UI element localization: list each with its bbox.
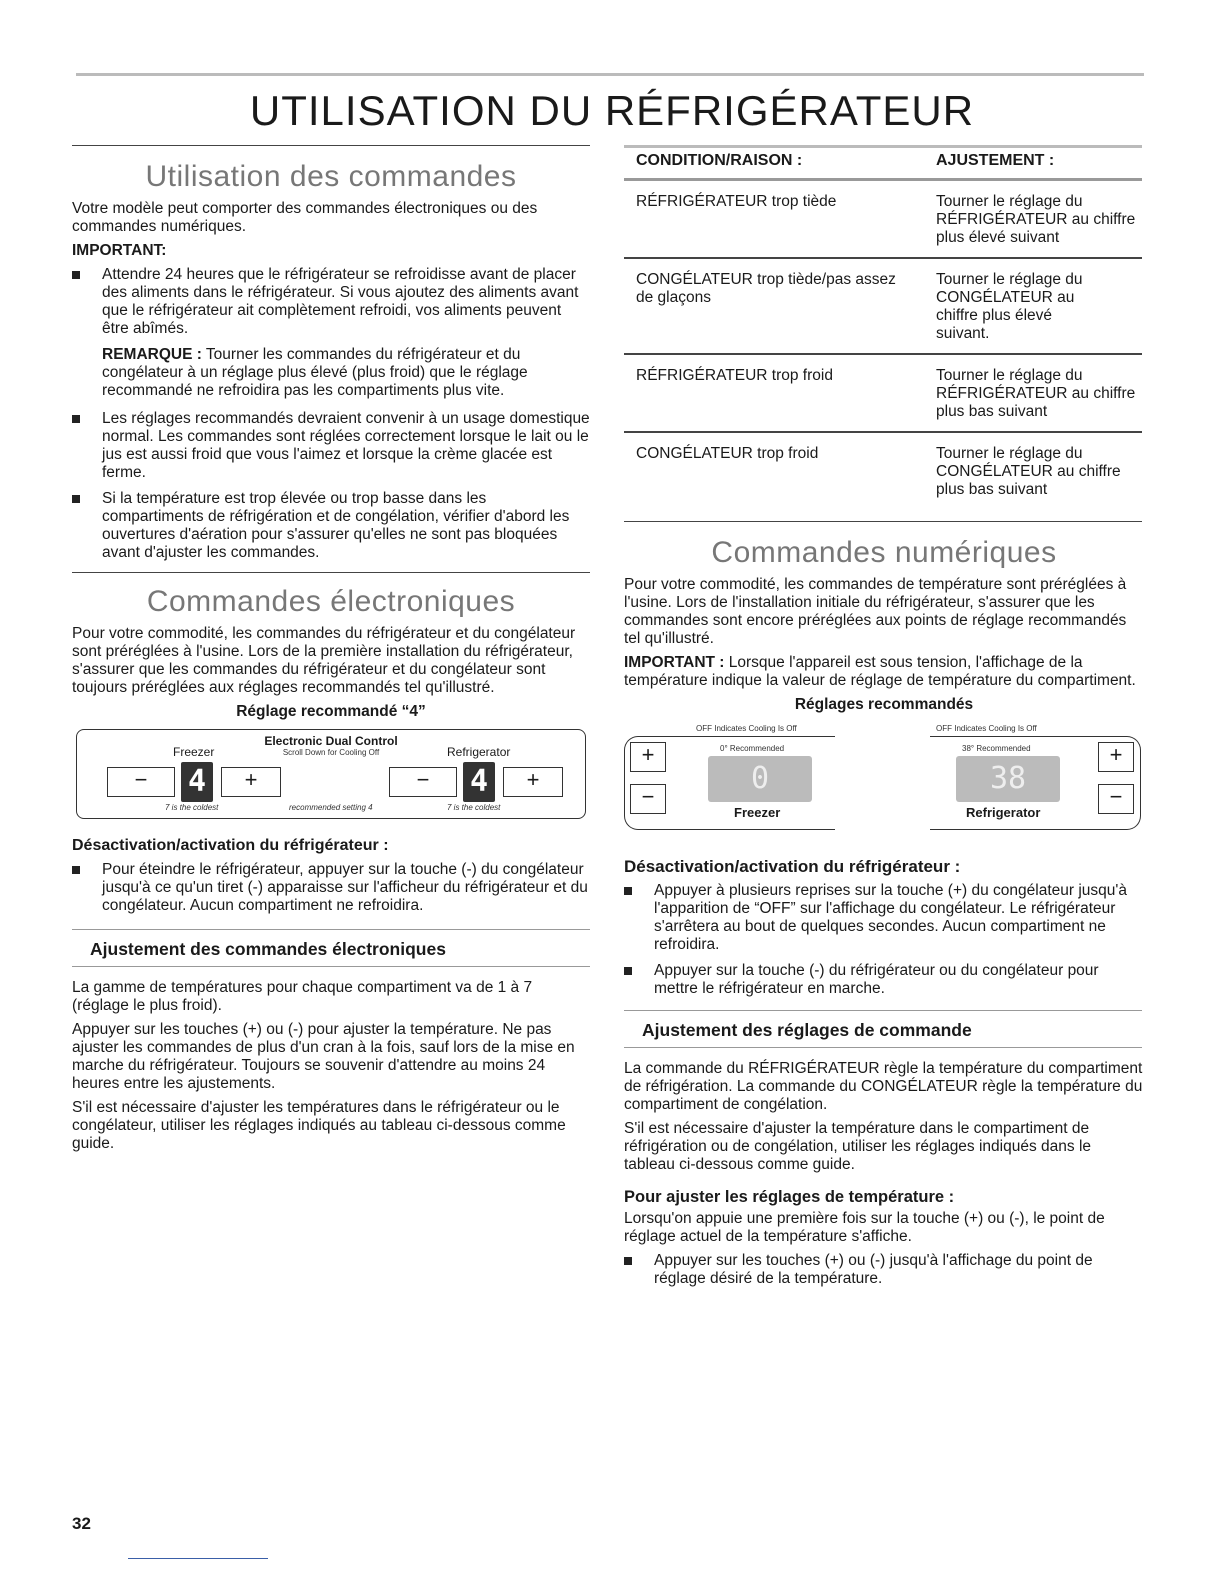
recommended-note: recommended setting 4 xyxy=(289,803,373,812)
usage-heading: Utilisation des commandes xyxy=(145,160,517,193)
digital-heading: Commandes numériques xyxy=(711,536,1057,569)
section-rule xyxy=(72,145,590,146)
deactivation-list xyxy=(624,882,1144,998)
refrigerator-label: Refrigerator xyxy=(447,745,511,759)
electronic-control-panel xyxy=(76,729,586,819)
right-column xyxy=(624,145,1144,1296)
freezer-minus-button[interactable]: − xyxy=(630,784,666,814)
table-row xyxy=(624,354,1142,432)
list-item: Attendre 24 heures que le réfrigérateur se refroidisse avant de placer des aliments dans le réfrigérateur. Si vous ajoutez des aliments avant que le réfrigérateur ait complètement refroidi, vos aliments peuvent être abîmés. xyxy=(72,266,590,338)
table-header-condition: CONDITION/RAISON : xyxy=(624,148,924,180)
fridge-digital-display: 38 xyxy=(956,756,1060,802)
temperature-list xyxy=(624,1252,1144,1288)
settings-list xyxy=(72,410,590,562)
adjust-text-2: Appuyer sur les touches (+) ou (-) pour ajuster la température. Ne pas ajuster les commandes de plus d'un cran à la fois, sauf lors de la mise en marche du réfrigérateur. Toujours se souvenir d'attendre au moins 24 heures entre les ajustements. xyxy=(72,1021,575,1092)
fridge-recommended: 38° Recommended xyxy=(962,744,1031,753)
adjust-text-2: S'il est nécessaire d'ajuster la température dans le compartiment de réfrigération ou de congélation, utiliser les réglages indiqués dans le tableau ci-dessous comme guide. xyxy=(624,1120,1092,1173)
section-rule xyxy=(72,929,590,930)
refrigerator-label: Refrigerator xyxy=(966,805,1041,820)
deactivation-heading: Désactivation/activation du réfrigérateur : xyxy=(72,837,389,854)
table-header-adjust: AJUSTEMENT : xyxy=(924,148,1142,180)
section-rule xyxy=(72,966,590,967)
table-cell: Tourner le réglage du CONGÉLATEUR au chiffre plus bas suivant xyxy=(936,445,1121,498)
freezer-digital-display: 0 xyxy=(708,756,812,802)
fridge-plus-button[interactable]: + xyxy=(503,767,563,797)
remarque-text: Tourner les commandes du réfrigérateur et du congélateur à un réglage plus élevé (plus froid) que le réglage recommandé ne refroidira pas les compartiments plus vite. xyxy=(102,346,528,399)
digital-important xyxy=(624,654,1144,690)
table-cell: Tourner le réglage du RÉFRIGÉRATEUR au chiffre plus bas suivant xyxy=(924,354,1142,432)
freezer-label: Freezer xyxy=(734,805,781,820)
top-rule xyxy=(76,73,1144,76)
adjust-text-3: S'il est nécessaire d'ajuster les températures dans le réfrigérateur ou le congélateur, utiliser les réglages indiqués au tableau ci-dessous comme guide. xyxy=(72,1099,566,1152)
fridge-note: 7 is the coldest xyxy=(447,803,501,812)
list-item: Appuyer sur la touche (-) du réfrigérateur ou du congélateur pour mettre le réfrigérateur en marche. xyxy=(624,962,1144,998)
table-cell: RÉFRIGÉRATEUR trop tiède xyxy=(624,180,924,259)
section-rule xyxy=(72,572,590,573)
list-item: Pour éteindre le réfrigérateur, appuyer sur la touche (-) du congélateur jusqu'à ce qu'un tiret (-) apparaisse sur l'afficheur du réfrigérateur et du congélateur. Aucun compartiment ne refroidira. xyxy=(72,861,590,915)
table-cell: CONGÉLATEUR trop tiède/pas assez de glaçons xyxy=(624,258,924,354)
list-item: Appuyer sur les touches (+) ou (-) jusqu'à l'affichage du point de réglage désiré de la température. xyxy=(624,1252,1144,1288)
fridge-plus-button[interactable]: + xyxy=(1098,742,1134,772)
freezer-display: 4 xyxy=(181,762,213,802)
digital-text: Pour votre commodité, les commandes de température sont préréglées à l'usine. Lors de l'installation initiale du réfrigérateur, s'assurer que les commandes sont encore préréglées aux points de réglage recommandés tel qu'illustré. xyxy=(624,576,1127,647)
table-cell: CONGÉLATEUR trop froid xyxy=(636,445,819,462)
adjust-text-1: La gamme de températures pour chaque compartiment va de 1 à 7 (réglage le plus froid). xyxy=(72,979,533,1014)
list-item: Les réglages recommandés devraient convenir à un usage domestique normal. Les commandes sont réglées correctement lorsque le lait ou le jus est aussi froid que vous l'aimez et lorsque la crème glacée est ferme. xyxy=(72,410,590,482)
temperature-text: Lorsqu'on appuie une première fois sur la touche (+) ou (-), le point de réglage actuel de la température s'affiche. xyxy=(624,1210,1105,1245)
table-row xyxy=(624,432,1142,521)
table-row xyxy=(624,258,1142,354)
adjust-heading: Ajustement des réglages de commande xyxy=(642,1020,972,1040)
panel-title: Electronic Dual Control xyxy=(264,734,398,748)
section-rule xyxy=(624,521,1142,522)
important-label: IMPORTANT: xyxy=(72,242,167,259)
table-row xyxy=(624,180,1142,259)
important-list xyxy=(72,266,590,338)
list-item: Appuyer à plusieurs reprises sur la touche (+) du congélateur jusqu'à l'apparition de “OFF” sur l'affichage du congélateur. Le réfrigérateur s'arrêtera au bout de quelques secondes. Aucun compartiment ne refroidira. xyxy=(624,882,1144,954)
electronic-heading: Commandes électroniques xyxy=(146,585,516,618)
remarque-label: REMARQUE : xyxy=(102,346,202,363)
deactivation-list xyxy=(72,861,590,915)
table-cell: RÉFRIGÉRATEUR trop froid xyxy=(624,354,924,432)
adjustment-table xyxy=(624,148,1142,521)
fridge-minus-button[interactable]: − xyxy=(389,767,457,797)
reglages-caption: Réglages recommandés xyxy=(794,696,974,713)
fridge-display: 4 xyxy=(463,762,495,802)
fridge-off-note: OFF Indicates Cooling Is Off xyxy=(936,724,1037,733)
table-header-row xyxy=(624,148,1142,180)
freezer-minus-button[interactable]: − xyxy=(107,767,175,797)
left-column xyxy=(72,145,590,1159)
freezer-note: 7 is the coldest xyxy=(165,803,219,812)
page-title: UTILISATION DU RÉFRIGÉRATEUR xyxy=(249,87,975,134)
digital-important-text: Lorsque l'appareil est sous tension, l'affichage de la température indique la valeur de réglage de température du compartiment. xyxy=(624,654,1136,689)
table-cell: Tourner le réglage du RÉFRIGÉRATEUR au chiffre plus élevé suivant xyxy=(924,180,1142,259)
temperature-heading: Pour ajuster les réglages de température : xyxy=(624,1188,955,1206)
freezer-off-note: OFF Indicates Cooling Is Off xyxy=(696,724,797,733)
fridge-minus-button[interactable]: − xyxy=(1098,784,1134,814)
remarque-note xyxy=(72,346,590,400)
footer-rule xyxy=(128,1558,268,1559)
reglage-caption: Réglage recommandé “4” xyxy=(236,703,426,720)
adjust-heading: Ajustement des commandes électroniques xyxy=(90,939,446,959)
freezer-recommended: 0° Recommended xyxy=(720,744,785,753)
table-cell: Tourner le réglage du CONGÉLATEUR au chiffre plus élevé suivant. xyxy=(924,258,1142,354)
freezer-label: Freezer xyxy=(173,745,215,759)
digital-important-label: IMPORTANT : xyxy=(624,654,725,671)
page-number: 32 xyxy=(72,1514,91,1533)
deactivation-heading: Désactivation/activation du réfrigérateur : xyxy=(624,857,961,876)
section-rule xyxy=(624,1047,1142,1048)
section-rule xyxy=(624,1010,1142,1011)
adjust-text-1: La commande du RÉFRIGÉRATEUR règle la température du compartiment de réfrigération. La commande du CONGÉLATEUR règle la température du compartiment de congélation. xyxy=(624,1060,1143,1113)
digital-control-panel xyxy=(624,724,1142,834)
panel-subtitle: Scroll Down for Cooling Off xyxy=(282,748,380,757)
freezer-plus-button[interactable]: + xyxy=(221,767,281,797)
intro-text: Votre modèle peut comporter des commandes électroniques ou des commandes numériques. xyxy=(72,200,538,235)
freezer-plus-button[interactable]: + xyxy=(630,742,666,772)
list-item: Si la température est trop élevée ou trop basse dans les compartiments de réfrigération et de congélation, vérifier d'abord les ouvertures d'aération pour s'assurer qu'elles ne sont pas bloquées avant d'ajuster les commandes. xyxy=(72,490,590,562)
electronic-text: Pour votre commodité, les commandes du réfrigérateur et du congélateur sont préréglées à l'usine. Lors de la première installation du réfrigérateur, s'assurer que les commandes du réfrigérateur et du congélateur sont toujours préréglées aux réglages recommandés tel qu'illustré. xyxy=(72,625,576,696)
